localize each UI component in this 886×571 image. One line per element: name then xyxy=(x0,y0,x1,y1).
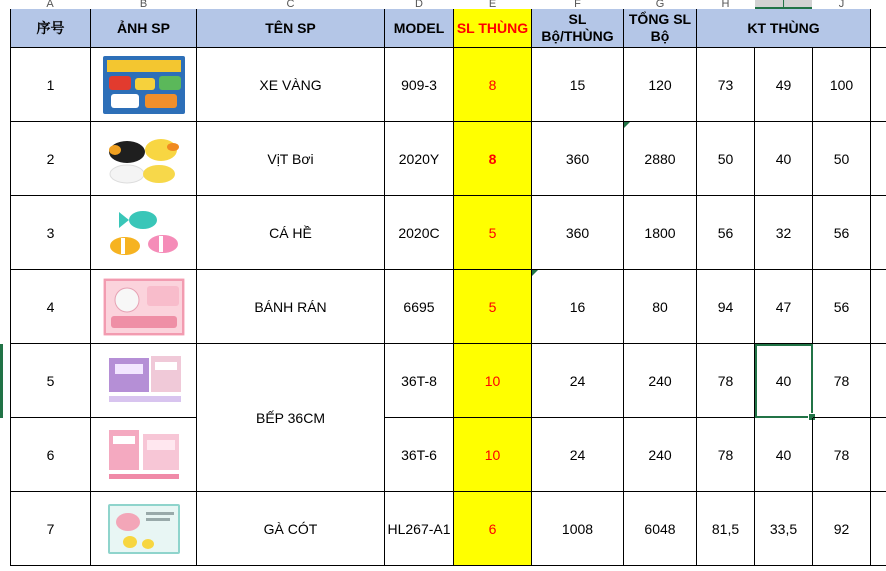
column-letter-j[interactable]: J xyxy=(838,0,845,9)
header-tong-sl-bo[interactable]: TỔNG SL Bộ xyxy=(624,9,697,48)
cell-name[interactable]: GÀ CÓT xyxy=(197,492,385,566)
cell-empty[interactable] xyxy=(871,122,886,196)
cell-kt-i[interactable]: 49 xyxy=(755,48,813,122)
cell-name[interactable]: XE VÀNG xyxy=(197,48,385,122)
cell-kt-h[interactable]: 94 xyxy=(697,270,755,344)
cell-sl-thung[interactable]: 5 xyxy=(454,196,532,270)
column-letter-e[interactable]: E xyxy=(488,0,497,9)
cell-image[interactable] xyxy=(91,418,197,492)
cell-name-merged[interactable]: BẾP 36CM xyxy=(197,344,385,492)
cell-tong-sl-bo[interactable]: 120 xyxy=(624,48,697,122)
header-image[interactable]: ẢNH SP xyxy=(91,9,197,48)
cell-sl-bo-thung[interactable]: 24 xyxy=(532,344,624,418)
cell-tong-sl-bo[interactable]: 80 xyxy=(624,270,697,344)
comment-indicator xyxy=(532,270,538,276)
column-letter-f[interactable]: F xyxy=(574,0,581,9)
cell-index[interactable]: 1 xyxy=(10,48,91,122)
cell-sl-bo-thung[interactable]: 360 xyxy=(532,122,624,196)
cell-tong-sl-bo[interactable]: 2880 xyxy=(624,122,697,196)
cell-index[interactable]: 2 xyxy=(10,122,91,196)
cell-name[interactable]: VịT Bơi xyxy=(197,122,385,196)
cell-model[interactable]: 2020Y xyxy=(385,122,454,196)
header-name[interactable]: TÊN SP xyxy=(197,9,385,48)
header-kt-thung[interactable]: KT THÙNG xyxy=(697,9,871,48)
cell-kt-h[interactable]: 73 xyxy=(697,48,755,122)
cell-name[interactable]: CÁ HỀ xyxy=(197,196,385,270)
cell-image[interactable] xyxy=(91,48,197,122)
product-image-donut-set xyxy=(103,278,185,336)
cell-kt-i-selected[interactable]: 40 xyxy=(755,344,813,418)
product-image-fish xyxy=(103,204,185,262)
cell-kt-h[interactable]: 78 xyxy=(697,344,755,418)
cell-index[interactable]: 5 xyxy=(10,344,91,418)
cell-sl-bo-thung[interactable]: 1008 xyxy=(532,492,624,566)
cell-kt-h[interactable]: 56 xyxy=(697,196,755,270)
cell-empty[interactable] xyxy=(871,492,886,566)
cell-sl-bo-thung[interactable]: 24 xyxy=(532,418,624,492)
cell-sl-thung[interactable]: 6 xyxy=(454,492,532,566)
cell-kt-j[interactable]: 92 xyxy=(813,492,871,566)
cell-kt-j[interactable]: 50 xyxy=(813,122,871,196)
column-letter-b[interactable]: B xyxy=(139,0,148,9)
cell-sl-thung[interactable]: 8 xyxy=(454,122,532,196)
row-selection-indicator xyxy=(0,344,3,418)
cell-model[interactable]: 6695 xyxy=(385,270,454,344)
comment-indicator xyxy=(624,122,630,128)
cell-index[interactable]: 7 xyxy=(10,492,91,566)
product-image-kitchen-pink xyxy=(103,426,185,484)
cell-sl-thung[interactable]: 5 xyxy=(454,270,532,344)
cell-kt-i[interactable]: 40 xyxy=(755,122,813,196)
cell-kt-j[interactable]: 78 xyxy=(813,418,871,492)
cell-index[interactable]: 3 xyxy=(10,196,91,270)
cell-kt-i[interactable]: 40 xyxy=(755,418,813,492)
cell-kt-j[interactable]: 56 xyxy=(813,196,871,270)
cell-kt-j[interactable]: 78 xyxy=(813,344,871,418)
cell-kt-i[interactable]: 33,5 xyxy=(755,492,813,566)
cell-kt-h[interactable]: 78 xyxy=(697,418,755,492)
product-image-kitchen-purple xyxy=(103,352,185,410)
cell-kt-h[interactable]: 50 xyxy=(697,122,755,196)
cell-sl-thung[interactable]: 10 xyxy=(454,418,532,492)
cell-sl-bo-thung[interactable]: 16 xyxy=(532,270,624,344)
cell-empty[interactable] xyxy=(871,418,886,492)
cell-name[interactable]: BÁNH RÁN xyxy=(197,270,385,344)
cell-model[interactable]: 36T-6 xyxy=(385,418,454,492)
cell-tong-sl-bo[interactable]: 6048 xyxy=(624,492,697,566)
column-letter-i[interactable]: I xyxy=(755,0,812,9)
cell-index[interactable]: 4 xyxy=(10,270,91,344)
cell-sl-bo-thung[interactable]: 15 xyxy=(532,48,624,122)
cell-image[interactable] xyxy=(91,122,197,196)
product-image-cars xyxy=(103,56,185,114)
cell-kt-j[interactable]: 56 xyxy=(813,270,871,344)
product-image-ducks xyxy=(103,130,185,188)
cell-kt-i[interactable]: 32 xyxy=(755,196,813,270)
cell-sl-thung[interactable]: 8 xyxy=(454,48,532,122)
column-letter-g[interactable]: G xyxy=(655,0,665,9)
cell-index[interactable]: 6 xyxy=(10,418,91,492)
cell-empty[interactable] xyxy=(871,344,886,418)
cell-tong-sl-bo[interactable]: 1800 xyxy=(624,196,697,270)
cell-model[interactable]: 909-3 xyxy=(385,48,454,122)
cell-kt-i[interactable]: 47 xyxy=(755,270,813,344)
cell-image[interactable] xyxy=(91,270,197,344)
cell-image[interactable] xyxy=(91,196,197,270)
column-letter-d[interactable]: D xyxy=(415,0,423,9)
cell-tong-sl-bo[interactable]: 240 xyxy=(624,418,697,492)
column-header-bar xyxy=(0,0,886,9)
header-empty-cell[interactable] xyxy=(871,9,886,48)
header-sl-thung[interactable]: SL THÙNG xyxy=(454,9,532,48)
cell-image[interactable] xyxy=(91,344,197,418)
column-letter-c[interactable]: C xyxy=(286,0,295,9)
cell-kt-h[interactable]: 81,5 xyxy=(697,492,755,566)
cell-empty[interactable] xyxy=(871,270,886,344)
cell-sl-thung[interactable]: 10 xyxy=(454,344,532,418)
cell-model[interactable]: HL267-A1 xyxy=(385,492,454,566)
column-letter-a[interactable]: A xyxy=(46,0,54,9)
cell-image[interactable] xyxy=(91,492,197,566)
cell-empty[interactable] xyxy=(871,196,886,270)
header-model[interactable]: MODEL xyxy=(385,9,454,48)
column-letter-h[interactable]: H xyxy=(721,0,730,9)
cell-sl-bo-thung[interactable]: 360 xyxy=(532,196,624,270)
product-image-chicks xyxy=(108,504,180,554)
header-sl-bo-thung[interactable]: SL Bộ/THÙNG xyxy=(532,9,624,48)
cell-empty[interactable] xyxy=(871,48,886,122)
header-index[interactable]: 序号 xyxy=(10,9,91,48)
cell-tong-sl-bo[interactable]: 240 xyxy=(624,344,697,418)
cell-model[interactable]: 36T-8 xyxy=(385,344,454,418)
cell-kt-j[interactable]: 100 xyxy=(813,48,871,122)
cell-model[interactable]: 2020C xyxy=(385,196,454,270)
